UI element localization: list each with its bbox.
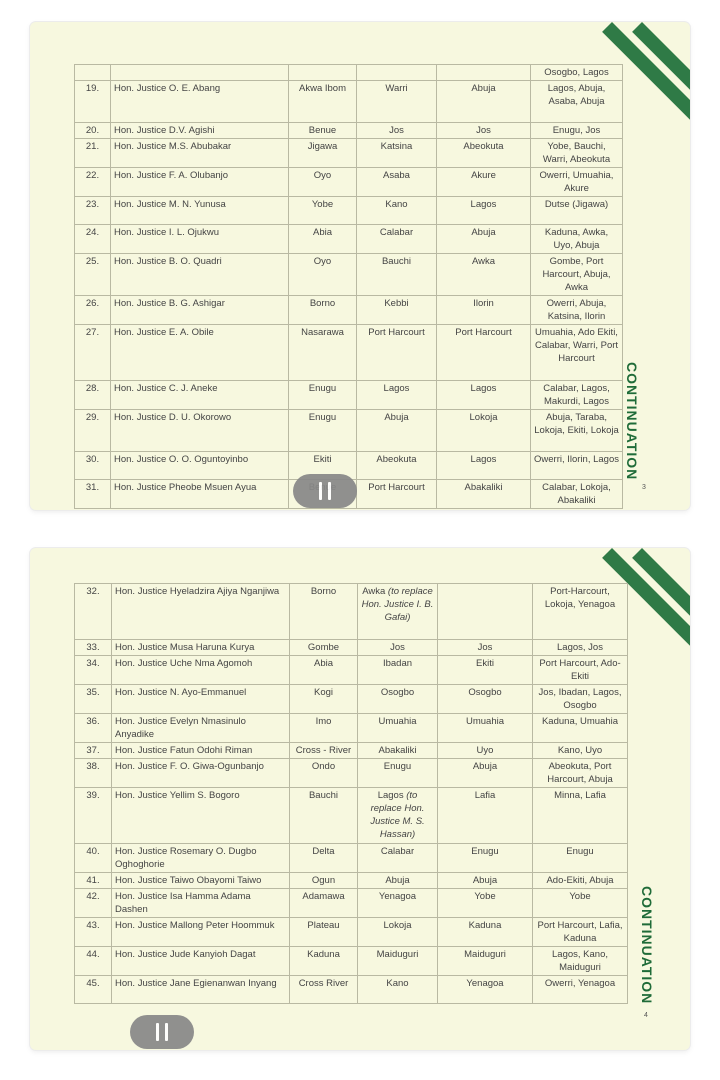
division-cell: Abuja: [438, 759, 533, 788]
page-number: 4: [644, 1012, 648, 1019]
posting-cell: Asaba: [357, 168, 437, 197]
table-row: [75, 254, 623, 296]
posting-cell: Ibadan: [358, 656, 438, 685]
previous-postings-cell: Umuahia, Ado Ekiti, Calabar, Warri, Port Harcourt: [531, 325, 623, 381]
posting-cell: Lokoja: [358, 918, 438, 947]
state-of-origin-cell: Borno: [289, 296, 357, 325]
judge-name-cell: Hon. Justice F. O. Giwa-Ogunbanjo: [112, 759, 290, 788]
division-cell: Lagos: [437, 197, 531, 225]
state-of-origin-cell: Yobe: [289, 197, 357, 225]
state-of-origin-cell: Kaduna: [290, 947, 358, 976]
previous-postings-cell: Owerri, Ilorin, Lagos: [531, 452, 623, 480]
judge-name-cell: Hon. Justice Rosemary O. Dugbo Oghoghorie: [112, 844, 290, 873]
serial-number-cell: 27.: [75, 325, 111, 381]
previous-postings-cell: Gombe, Port Harcourt, Abuja, Awka: [531, 254, 623, 296]
previous-postings-cell: Enugu, Jos: [531, 123, 623, 139]
division-cell: Lafia: [438, 788, 533, 844]
previous-postings-cell: Kaduna, Umuahia: [533, 714, 628, 743]
table-row: [75, 918, 628, 947]
serial-number-cell: 25.: [75, 254, 111, 296]
judges-table: [74, 583, 628, 1004]
table-row: [75, 325, 623, 381]
previous-postings-cell: Jos, Ibadan, Lagos, Osogbo: [533, 685, 628, 714]
judge-name-cell: Hon. Justice I. L. Ojukwu: [111, 225, 289, 254]
judges-table: [74, 64, 623, 509]
serial-number-cell: 20.: [75, 123, 111, 139]
judge-name-cell: Hon. Justice F. A. Olubanjo: [111, 168, 289, 197]
division-cell: Enugu: [438, 844, 533, 873]
state-of-origin-cell: Oyo: [289, 168, 357, 197]
table-row: [75, 296, 623, 325]
table-row: [75, 685, 628, 714]
state-of-origin-cell: Imo: [290, 714, 358, 743]
judge-name-cell: Hon. Justice Hyeladzira Ajiya Nganjiwa: [112, 584, 290, 640]
posting-cell: Yenagoa: [358, 889, 438, 918]
posting-note: (to replace Hon. Justice I. B. Gafai): [361, 586, 434, 623]
serial-number-cell: 36.: [75, 714, 112, 743]
serial-number-cell: 28.: [75, 381, 111, 410]
division-cell: Awka: [437, 254, 531, 296]
division-cell: Akure: [437, 168, 531, 197]
posting-cell: Port Harcourt: [357, 325, 437, 381]
table-row: [75, 197, 623, 225]
division-cell: Osogbo: [438, 685, 533, 714]
table-row: [75, 640, 628, 656]
state-of-origin-cell: Ogun: [290, 873, 358, 889]
serial-number-cell: 39.: [75, 788, 112, 844]
serial-number-cell: 23.: [75, 197, 111, 225]
previous-postings-cell: Osogbo, Lagos: [531, 65, 623, 81]
serial-number-cell: 35.: [75, 685, 112, 714]
state-of-origin-cell: Kogi: [290, 685, 358, 714]
table-row: [75, 225, 623, 254]
previous-postings-cell: Calabar, Lokoja, Abakaliki: [531, 480, 623, 509]
posting-cell: Maiduguri: [358, 947, 438, 976]
division-cell: Port Harcourt: [437, 325, 531, 381]
state-of-origin-cell: Bauchi: [290, 788, 358, 844]
judges-table-body: [75, 584, 628, 1004]
pause-button[interactable]: [293, 474, 357, 508]
judge-name-cell: Hon. Justice Evelyn Nmasinulo Anyadike: [112, 714, 290, 743]
serial-number-cell: 37.: [75, 743, 112, 759]
serial-number-cell: 24.: [75, 225, 111, 254]
previous-postings-cell: Enugu: [533, 844, 628, 873]
division-cell: Abakaliki: [437, 480, 531, 509]
posting-cell: Calabar: [357, 225, 437, 254]
posting-cell: Jos: [358, 640, 438, 656]
division-cell: Umuahia: [438, 714, 533, 743]
division-cell: [437, 65, 531, 81]
previous-postings-cell: Owerri, Umuahia, Akure: [531, 168, 623, 197]
pause-icon: [156, 1023, 159, 1041]
division-cell: Abuja: [438, 873, 533, 889]
serial-number-cell: 31.: [75, 480, 111, 509]
judge-name-cell: Hon. Justice Mallong Peter Hoommuk: [112, 918, 290, 947]
division-cell: Jos: [438, 640, 533, 656]
posting-cell: Abakaliki: [358, 743, 438, 759]
posting-cell: Awka (to replace Hon. Justice I. B. Gafai): [358, 584, 438, 640]
division-cell: Lagos: [437, 452, 531, 480]
posting-cell: Jos: [357, 123, 437, 139]
state-of-origin-cell: [289, 65, 357, 81]
state-of-origin-cell: Delta: [290, 844, 358, 873]
table-row: [75, 381, 623, 410]
judge-name-cell: Hon. Justice O. O. Oguntoyinbo: [111, 452, 289, 480]
judge-name-cell: Hon. Justice Yellim S. Bogoro: [112, 788, 290, 844]
division-cell: Maiduguri: [438, 947, 533, 976]
state-of-origin-cell: Cross - River: [290, 743, 358, 759]
division-cell: Abeokuta: [437, 139, 531, 168]
division-cell: Ilorin: [437, 296, 531, 325]
continuation-label: CONTINUATION: [639, 886, 655, 1005]
state-of-origin-cell: Abia: [289, 225, 357, 254]
serial-number-cell: 34.: [75, 656, 112, 685]
serial-number-cell: 43.: [75, 918, 112, 947]
judge-name-cell: Hon. Justice Jane Egienanwan Inyang: [112, 976, 290, 1004]
table-row: [75, 139, 623, 168]
serial-number-cell: 45.: [75, 976, 112, 1004]
posting-cell: Lagos (to replace Hon. Justice M. S. Hassan): [358, 788, 438, 844]
previous-postings-cell: Owerri, Abuja, Katsina, Ilorin: [531, 296, 623, 325]
division-cell: Kaduna: [438, 918, 533, 947]
table-row: [75, 714, 628, 743]
previous-postings-cell: Abuja, Taraba, Lokoja, Ekiti, Lokoja: [531, 410, 623, 452]
division-cell: [438, 584, 533, 640]
serial-number-cell: 44.: [75, 947, 112, 976]
pause-button[interactable]: [130, 1015, 194, 1049]
division-cell: Yobe: [438, 889, 533, 918]
state-of-origin-cell: Oyo: [289, 254, 357, 296]
serial-number-cell: 42.: [75, 889, 112, 918]
state-of-origin-cell: Akwa Ibom: [289, 81, 357, 123]
previous-postings-cell: Yobe: [533, 889, 628, 918]
table-row: [75, 889, 628, 918]
posting-cell: Warri: [357, 81, 437, 123]
previous-postings-cell: Port Harcourt, Ado-Ekiti: [533, 656, 628, 685]
previous-postings-cell: Yobe, Bauchi, Warri, Abeokuta: [531, 139, 623, 168]
state-of-origin-cell: Nasarawa: [289, 325, 357, 381]
table-row: [75, 168, 623, 197]
judge-name-cell: Hon. Justice N. Ayo-Emmanuel: [112, 685, 290, 714]
page-number: 3: [642, 484, 646, 491]
serial-number-cell: 40.: [75, 844, 112, 873]
previous-postings-cell: Minna, Lafia: [533, 788, 628, 844]
previous-postings-cell: Port-Harcourt, Lokoja, Yenagoa: [533, 584, 628, 640]
judges-table-body: [75, 65, 623, 509]
state-of-origin-cell: Plateau: [290, 918, 358, 947]
division-cell: Lokoja: [437, 410, 531, 452]
posting-cell: Port Harcourt: [357, 480, 437, 509]
table-row: [75, 410, 623, 452]
table-row: [75, 976, 628, 1004]
division-cell: Ekiti: [438, 656, 533, 685]
table-row: [75, 947, 628, 976]
division-cell: Abuja: [437, 225, 531, 254]
judge-name-cell: Hon. Justice D. U. Okorowo: [111, 410, 289, 452]
previous-postings-cell: Ado-Ekiti, Abuja: [533, 873, 628, 889]
posting-cell: Osogbo: [358, 685, 438, 714]
judge-name-cell: Hon. Justice Jude Kanyioh Dagat: [112, 947, 290, 976]
serial-number-cell: 29.: [75, 410, 111, 452]
serial-number-cell: 19.: [75, 81, 111, 123]
state-of-origin-cell: Benue: [289, 123, 357, 139]
state-of-origin-cell: Enugu: [289, 410, 357, 452]
judge-name-cell: Hon. Justice Taiwo Obayomi Taiwo: [112, 873, 290, 889]
posting-note: (to replace Hon. Justice M. S. Hassan): [370, 790, 425, 840]
judge-name-cell: Hon. Justice Uche Nma Agomoh: [112, 656, 290, 685]
state-of-origin-cell: Ekiti: [289, 452, 357, 480]
pause-icon: [165, 1023, 168, 1041]
posting-cell: Kano: [357, 197, 437, 225]
table-row: [75, 759, 628, 788]
serial-number-cell: 33.: [75, 640, 112, 656]
posting-cell: Abeokuta: [357, 452, 437, 480]
state-of-origin-cell: Jigawa: [289, 139, 357, 168]
serial-number-cell: 38.: [75, 759, 112, 788]
previous-postings-cell: Lagos, Abuja, Asaba, Abuja: [531, 81, 623, 123]
previous-postings-cell: Lagos, Jos: [533, 640, 628, 656]
posting-cell: [357, 65, 437, 81]
previous-postings-cell: Abeokuta, Port Harcourt, Abuja: [533, 759, 628, 788]
judge-name-cell: Hon. Justice Musa Haruna Kurya: [112, 640, 290, 656]
judge-name-cell: Hon. Justice M.S. Abubakar: [111, 139, 289, 168]
table-row: [75, 788, 628, 844]
division-cell: Lagos: [437, 381, 531, 410]
posting-cell: Umuahia: [358, 714, 438, 743]
division-cell: Uyo: [438, 743, 533, 759]
judge-name-cell: Hon. Justice B. O. Quadri: [111, 254, 289, 296]
pause-icon: [328, 482, 331, 500]
judge-name-cell: Hon. Justice D.V. Agishi: [111, 123, 289, 139]
state-of-origin-cell: Borno: [290, 584, 358, 640]
previous-postings-cell: Kano, Uyo: [533, 743, 628, 759]
posting-cell: Abuja: [357, 410, 437, 452]
previous-postings-cell: Calabar, Lagos, Makurdi, Lagos: [531, 381, 623, 410]
serial-number-cell: 32.: [75, 584, 112, 640]
table-row: [75, 65, 623, 81]
serial-number-cell: 26.: [75, 296, 111, 325]
serial-number-cell: [75, 65, 111, 81]
judge-name-cell: Hon. Justice B. G. Ashigar: [111, 296, 289, 325]
previous-postings-cell: Port Harcourt, Lafia, Kaduna: [533, 918, 628, 947]
pause-icon: [319, 482, 322, 500]
judge-name-cell: Hon. Justice Isa Hamma Adama Dashen: [112, 889, 290, 918]
posting-cell: Kano: [358, 976, 438, 1004]
judge-name-cell: Hon. Justice Fatun Odohi Riman: [112, 743, 290, 759]
posting-cell: Katsina: [357, 139, 437, 168]
posting-cell: Calabar: [358, 844, 438, 873]
judge-name-cell: Hon. Justice C. J. Aneke: [111, 381, 289, 410]
table-row: [75, 123, 623, 139]
posting-cell: Kebbi: [357, 296, 437, 325]
continuation-label: CONTINUATION: [624, 362, 640, 481]
division-cell: Jos: [437, 123, 531, 139]
previous-postings-cell: Dutse (Jigawa): [531, 197, 623, 225]
state-of-origin-cell: Cross River: [290, 976, 358, 1004]
table-row: [75, 81, 623, 123]
judge-name-cell: Hon. Justice M. N. Yunusa: [111, 197, 289, 225]
table-row: [75, 656, 628, 685]
state-of-origin-cell: Ondo: [290, 759, 358, 788]
serial-number-cell: 21.: [75, 139, 111, 168]
previous-postings-cell: Lagos, Kano, Maiduguri: [533, 947, 628, 976]
previous-postings-cell: Owerri, Yenagoa: [533, 976, 628, 1004]
document-page-3: [30, 22, 690, 510]
posting-cell: Lagos: [357, 381, 437, 410]
serial-number-cell: 41.: [75, 873, 112, 889]
table-row: [75, 873, 628, 889]
table-row: [75, 584, 628, 640]
posting-cell: Enugu: [358, 759, 438, 788]
division-cell: Abuja: [437, 81, 531, 123]
table-row: [75, 844, 628, 873]
serial-number-cell: 30.: [75, 452, 111, 480]
judge-name-cell: Hon. Justice O. E. Abang: [111, 81, 289, 123]
state-of-origin-cell: Adamawa: [290, 889, 358, 918]
judge-name-cell: Hon. Justice Pheobe Msuen Ayua: [111, 480, 289, 509]
posting-cell: Bauchi: [357, 254, 437, 296]
judge-name-cell: [111, 65, 289, 81]
division-cell: Yenagoa: [438, 976, 533, 1004]
judge-name-cell: Hon. Justice E. A. Obile: [111, 325, 289, 381]
state-of-origin-cell: Abia: [290, 656, 358, 685]
state-of-origin-cell: Enugu: [289, 381, 357, 410]
serial-number-cell: 22.: [75, 168, 111, 197]
table-row: [75, 743, 628, 759]
posting-cell: Abuja: [358, 873, 438, 889]
document-page-4: [30, 548, 690, 1050]
previous-postings-cell: Kaduna, Awka, Uyo, Abuja: [531, 225, 623, 254]
state-of-origin-cell: Gombe: [290, 640, 358, 656]
